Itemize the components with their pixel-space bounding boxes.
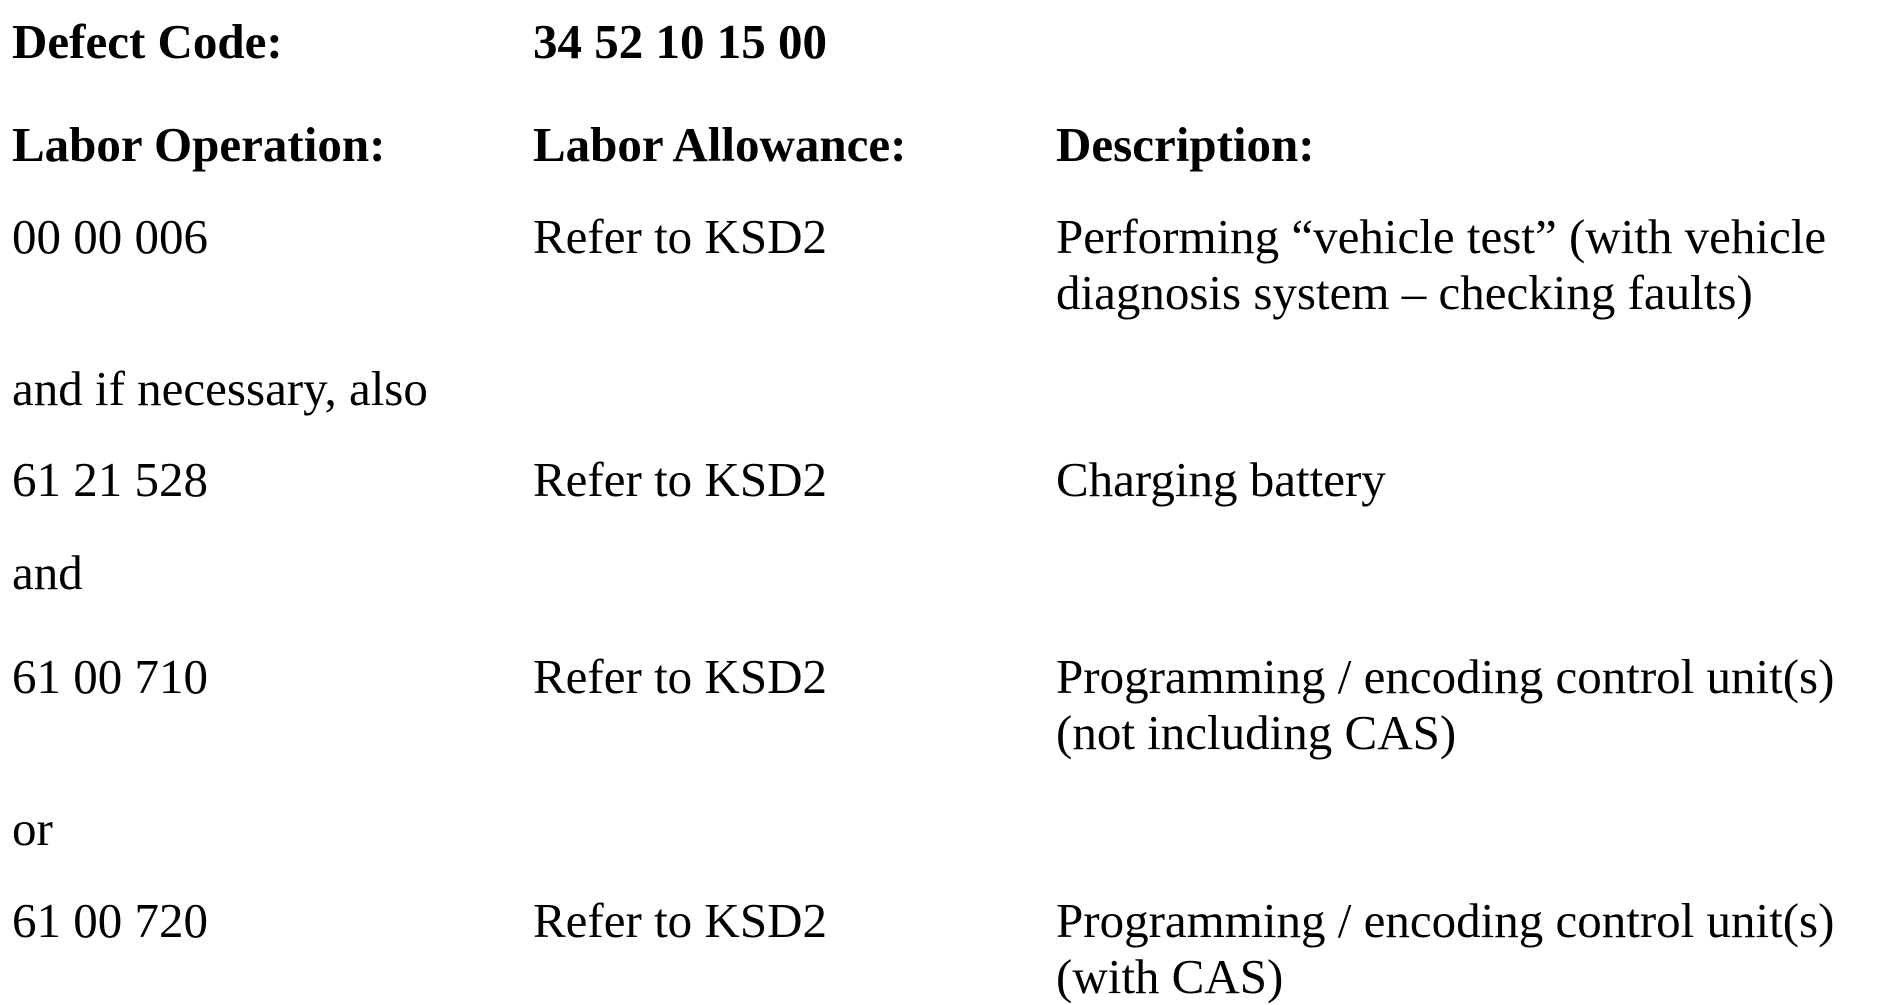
row-4-allowance: Refer to KSD2 [533,893,827,948]
row-1-description-line-1: Performing “vehicle test” (with vehicle [1056,209,1827,264]
connector-and: and [12,545,83,600]
header-labor-allowance: Labor Allowance: [533,117,907,172]
row-1-description-line-2: diagnosis system – checking faults) [1056,265,1753,320]
row-3-description-line-1: Programming / encoding control unit(s) [1056,649,1835,704]
row-2-allowance: Refer to KSD2 [533,452,827,507]
row-3-description-line-2: (not including CAS) [1056,705,1457,760]
header-labor-operation: Labor Operation: [12,117,386,172]
row-4-operation: 61 00 720 [12,893,208,948]
row-3-allowance: Refer to KSD2 [533,649,827,704]
connector-if-necessary: and if necessary, also [12,361,428,416]
row-2-description-line-1: Charging battery [1056,452,1386,507]
connector-or: or [12,801,53,856]
header-description: Description: [1056,117,1315,172]
row-2-operation: 61 21 528 [12,452,208,507]
row-1-operation: 00 00 006 [12,209,208,264]
row-4-description-line-1: Programming / encoding control unit(s) [1056,893,1835,948]
row-1-allowance: Refer to KSD2 [533,209,827,264]
row-4-description-line-2: (with CAS) [1056,949,1284,1004]
defect-code-label: Defect Code: [12,14,283,69]
defect-code-value: 34 52 10 15 00 [533,14,827,69]
row-3-operation: 61 00 710 [12,649,208,704]
